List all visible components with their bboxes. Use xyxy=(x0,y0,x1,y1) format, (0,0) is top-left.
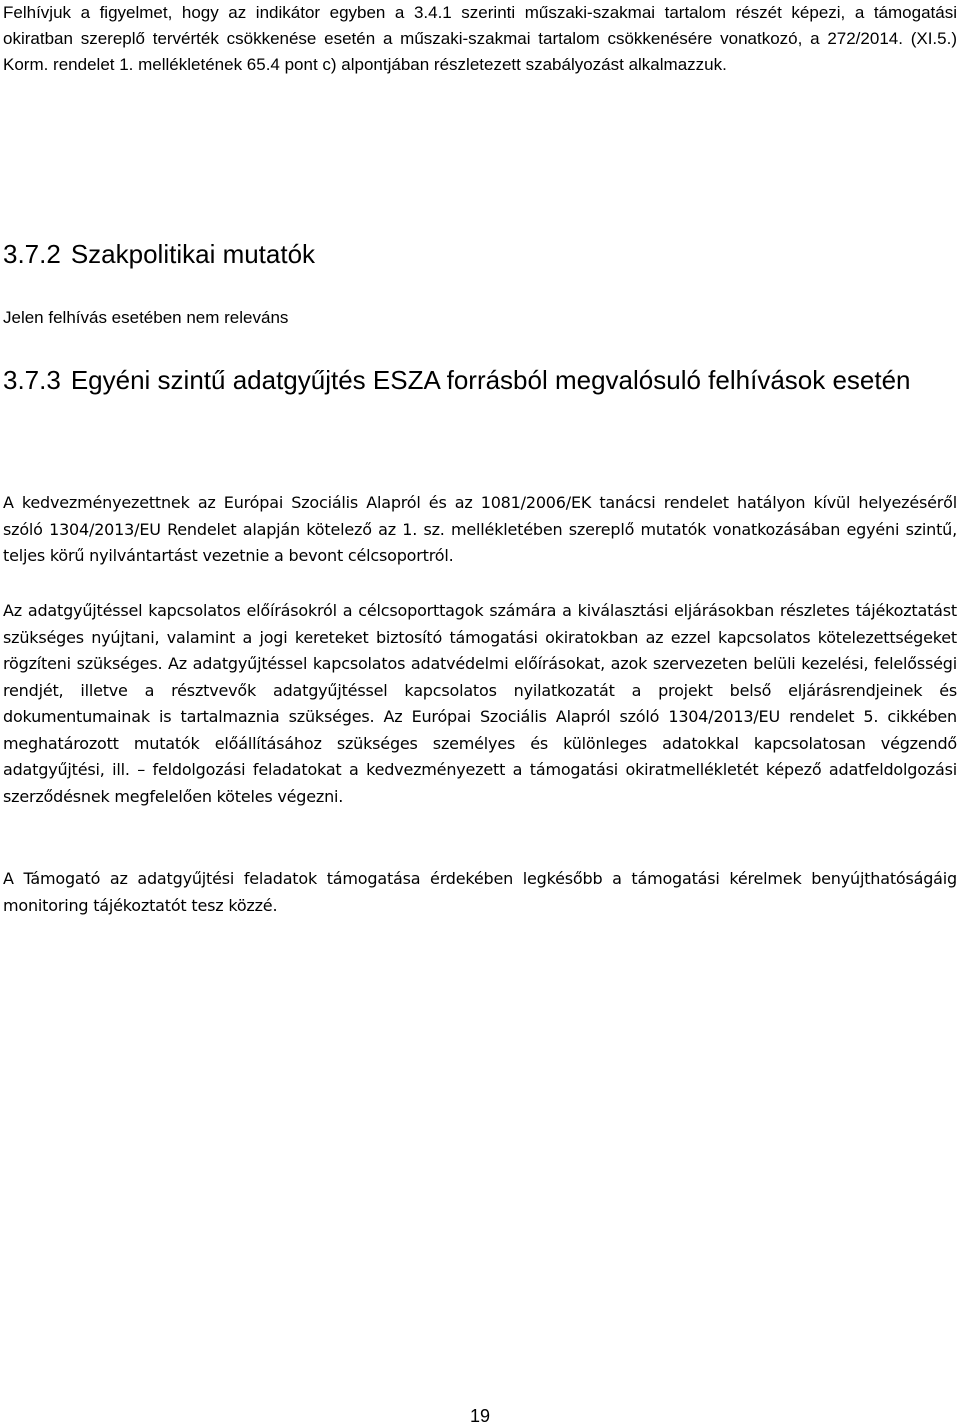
section-3-7-2-title: Szakpolitikai mutatók xyxy=(70,239,316,269)
section-3-7-3-number: 3.7.3 xyxy=(3,365,61,395)
intro-paragraph: Felhívjuk a figyelmet, hogy az indikátor egyben a 3.4.1 szerinti műszaki-szakmai tartalom részét képezi, a támogatási okiratban szereplő tervérték csökkenése esetén a műszaki-szakmai tartalom csökkenésére vonatkozó, a 272/2014. (XI.5.) Korm. rendelet 1. mellékletének 65.4 pont c) alpontjában részletezett szabályozást alkalmazzuk. xyxy=(3,3,957,74)
section-3-7-2-number: 3.7.2 xyxy=(3,239,61,269)
section-3-7-2-note: Jelen felhívás esetében nem releváns xyxy=(3,308,289,327)
section-3-7-2-heading xyxy=(3,236,957,272)
page-number: 19 xyxy=(469,1406,491,1426)
section-3-7-3-heading xyxy=(3,362,933,398)
section-3-7-3-title: Egyéni szintű adatgyűjtés ESZA forrásból megvalósuló felhívások esetén xyxy=(70,365,911,395)
section-3-7-3-paragraph-1: A kedvezményezettnek az Európai Szociális Alapról és az 1081/2006/EK tanácsi rendelet hatályon kívül helyezéséről szóló 1304/2013/EU Rendelet alapján kötelező az 1. sz. mellékletében szereplő mutatók vonatkozásában egyéni szintű, teljes körű nyilvántartást vezetnie a bevont célcsoportról. xyxy=(3,493,957,565)
section-3-7-3-paragraph-3: A Támogató az adatgyűjtési feladatok támogatása érdekében legkésőbb a támogatási kérelmek benyújthatóságáig monitoring tájékoztatót tesz közzé. xyxy=(3,869,957,915)
section-3-7-3-paragraph-2: Az adatgyűjtéssel kapcsolatos előírásokról a célcsoporttagok számára a kiválasztási eljárásokban részletes tájékoztatást szükséges nyújtani, valamint a jogi kereteket biztosító támogatási okiratokban az ezzel kapcsolatos kötelezettségeket rögzíteni szükséges. Az adatgyűjtéssel kapcsolatos adatvédelmi előírásokat, azok szervezeten belüli kezelési, felelősségi rendjét, illetve a résztvevők adatgyűjtéssel kapcsolatos nyilatkozatát a projekt belső eljárásrendjeinek és dokumentumainak is tartalmaznia szükséges. Az Európai Szociális Alapról szóló 1304/2013/EU rendelet 5. cikkében meghatározott mutatók előállításához szükséges személyes és különleges adatokkal kapcsolatosan végzendő adatgyűjtési, ill. – feldolgozási feladatokat a kedvezményezett a támogatási okiratmellékletét képező adatfeldolgozási szerződésnek megfelelően köteles végezni. xyxy=(3,601,957,806)
